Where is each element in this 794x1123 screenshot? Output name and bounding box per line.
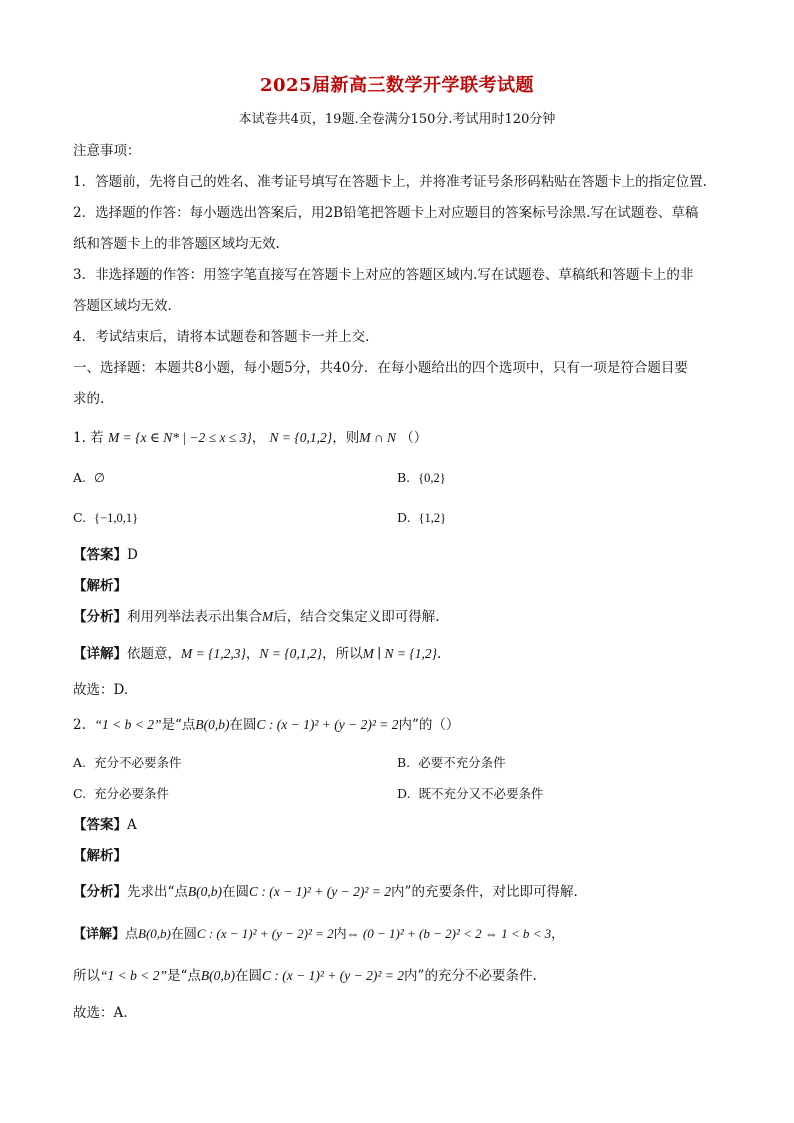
question-ask: ，则 <box>332 430 360 446</box>
fenxi-tag: 【分析】 <box>73 609 127 625</box>
intersection-formula: M ∩ N <box>359 430 396 445</box>
circle-formula: C : (x − 1)² + (y − 2)² = 2 <box>249 884 392 899</box>
detail-text: ， <box>245 646 260 662</box>
fenxi-var: M <box>262 609 274 624</box>
note-item: 答题区域均无效. <box>73 298 172 314</box>
detail-text: ， <box>551 927 565 942</box>
detail-text: . <box>437 646 442 662</box>
point-formula: B(0,b) <box>195 717 230 732</box>
answer-blank: （） <box>400 430 428 446</box>
detail-text: 内 <box>333 927 347 942</box>
fenxi-tag: 【分析】 <box>73 884 127 900</box>
q1-option-d <box>397 508 446 528</box>
detail-tag: 【详解】 <box>73 646 127 662</box>
q2-answer <box>73 815 137 835</box>
condition-formula: “1 < b < 2” <box>100 968 167 983</box>
stem-text: 是 <box>161 717 175 733</box>
circle-formula: C : (x − 1)² + (y − 2)² = 2 <box>256 717 399 732</box>
note-item: 1．答题前，先将自己的姓名、准考证号填写在答题卡上，并将准考证号条形码粘贴在答题卡上的指定位置. <box>73 174 707 190</box>
point-formula: B(0,b) <box>187 884 223 899</box>
exam-subtitle: 本试卷共4页，19题.全卷满分150分.考试用时120分钟 <box>238 112 556 127</box>
separator: ， <box>251 430 266 446</box>
point-formula: B(0,b) <box>200 968 236 983</box>
option-label: B. <box>397 755 411 770</box>
note-item: 3．非选择题的作答：用签字笔直接写在答题卡上对应的答题区域内.写在试题卷、草稿纸和答题卡上的非 <box>73 267 694 283</box>
option-value: 充分不必要条件 <box>93 755 182 770</box>
option-value: 必要不充分条件 <box>418 755 506 770</box>
analysis-tag: 【解析】 <box>73 578 127 594</box>
detail-text: 点 <box>125 927 139 942</box>
circle-formula: C : (x − 1)² + (y − 2)² = 2 <box>196 926 334 941</box>
page-title: 2025届新高三数学开学联考试题 <box>259 75 535 96</box>
option-label: C. <box>73 786 87 801</box>
detail-text: 在圆 <box>170 927 197 942</box>
conclusion-text: 所以 <box>73 968 100 984</box>
fenxi-text: 利用列举法表示出集合 <box>127 609 262 625</box>
analysis-tag: 【解析】 <box>73 848 127 864</box>
answer-value: D <box>127 547 138 563</box>
option-value: 充分必要条件 <box>94 786 170 801</box>
option-value: 既不充分又不必要条件 <box>418 786 544 801</box>
option-value: {0,2} <box>418 471 446 485</box>
q2-fenxi <box>73 882 578 902</box>
condition-formula: “1 < b < 2” <box>94 717 162 732</box>
option-label: A. <box>73 755 87 770</box>
question-2-stem <box>73 715 459 735</box>
fenxi-text: 内”的充要条件，对比即可得解. <box>391 884 578 900</box>
answer-tag: 【答案】 <box>73 817 127 833</box>
notes-heading: 注意事项： <box>73 143 141 159</box>
q2-option-b <box>397 753 506 773</box>
q1-option-b <box>397 468 446 488</box>
detail-formula: N = {0,1,2} <box>259 646 323 661</box>
option-label: C. <box>73 510 87 525</box>
q2-choice: 故选：A. <box>73 1005 128 1021</box>
note-item: 纸和答题卡上的非答题区域均无效. <box>73 236 280 252</box>
section-heading: 一、选择题：本题共8小题，每小题5分，共40分．在每小题给出的四个选项中，只有一项是符合题目要 <box>73 360 688 376</box>
conclusion-text: “点 <box>180 968 201 984</box>
conclusion-text: 是 <box>167 968 181 984</box>
option-value: {−1,0,1} <box>94 511 139 525</box>
q1-choice: 故选：D. <box>73 682 129 698</box>
note-item: 4．考试结束后，请将本试题卷和答题卡一并上交. <box>73 329 370 345</box>
q2-analysis-tag <box>73 846 127 866</box>
fenxi-text: 先求出“点 <box>127 884 188 900</box>
equivalence-formula: ⇔ (0 − 1)² + (b − 2)² < 2 ⇔ 1 < b < 3 <box>346 926 552 941</box>
q2-conclusion <box>73 966 537 986</box>
set-n-formula: N = {0,1,2} <box>269 430 333 445</box>
option-label: D. <box>397 510 411 525</box>
answer-value: A <box>127 817 137 833</box>
q1-answer <box>73 545 138 565</box>
q1-detail <box>73 644 441 664</box>
answer-tag: 【答案】 <box>73 547 127 563</box>
detail-tag: 【详解】 <box>73 927 126 942</box>
fenxi-text: 在圆 <box>222 884 250 900</box>
circle-formula: C : (x − 1)² + (y − 2)² = 2 <box>262 968 405 983</box>
stem-text: “点 <box>174 717 196 733</box>
detail-formula: M = {1,2,3} <box>181 646 246 661</box>
section-heading-cont: 求的. <box>73 391 105 407</box>
question-number: 1. 若 <box>73 430 104 446</box>
q2-detail <box>73 924 564 945</box>
question-number: 2. <box>73 717 86 733</box>
fenxi-text: 后，结合交集定义即可得解. <box>273 609 440 625</box>
note-item: 2．选择题的作答：每小题选出答案后，用2B铅笔把答题卡上对应题目的答案标号涂黑.写在试题卷、草稿 <box>73 205 699 221</box>
question-1-stem <box>73 428 427 448</box>
conclusion-text: 内”的充分不必要条件. <box>404 968 537 984</box>
option-value: ∅ <box>93 471 105 485</box>
stem-text: 在圆 <box>229 717 257 733</box>
option-label: B. <box>397 470 411 485</box>
q2-option-c <box>73 784 169 804</box>
option-label: D. <box>397 786 411 801</box>
q1-fenxi <box>73 607 440 627</box>
q1-analysis-tag <box>73 576 127 596</box>
detail-text: ，所以 <box>322 646 363 662</box>
stem-text: 内”的（） <box>398 717 460 733</box>
set-m-formula: M = {x ∈ N* | −2 ≤ x ≤ 3} <box>107 430 252 445</box>
q1-option-c <box>73 508 138 528</box>
option-label: A. <box>73 470 87 485</box>
q2-option-a <box>73 753 181 773</box>
q2-option-d <box>397 784 544 804</box>
option-value: {1,2} <box>418 511 447 525</box>
conclusion-text: 在圆 <box>235 968 263 984</box>
detail-text: 依题意， <box>127 646 181 662</box>
q1-option-a <box>73 468 105 488</box>
detail-formula: M ∣ N = {1,2} <box>362 646 438 661</box>
point-formula: B(0,b) <box>138 926 171 941</box>
